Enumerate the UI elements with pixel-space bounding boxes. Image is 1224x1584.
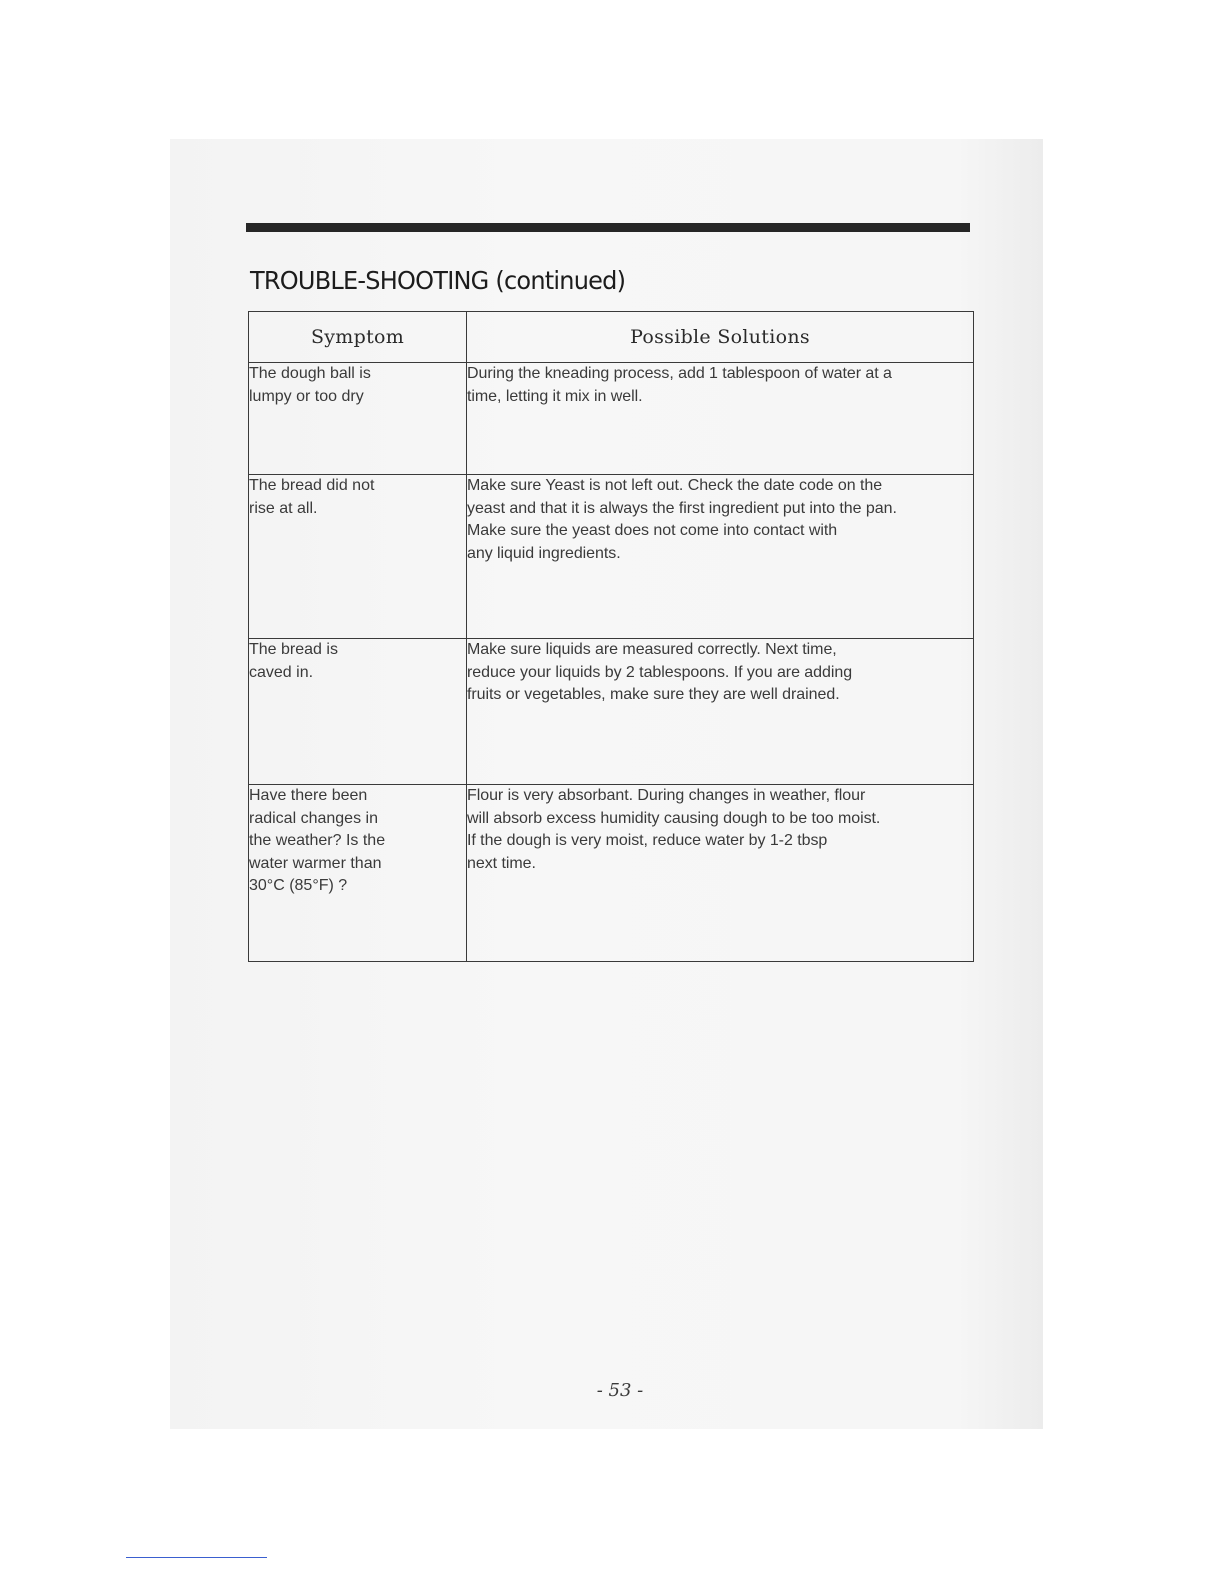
symptom-cell: The dough ball is lumpy or too dry: [249, 363, 467, 475]
table-row: [249, 639, 974, 785]
page-title: TROUBLE-SHOOTING (continued): [250, 266, 626, 295]
symptom-cell: Have there been radical changes in the weather? Is the water warmer than 30°C (85°F) ?: [249, 785, 467, 962]
page-number: - 53 -: [596, 1380, 644, 1401]
table-row: [249, 785, 974, 962]
table-row: [249, 475, 974, 639]
table-header-row: [249, 312, 974, 363]
symptom-cell: The bread did not rise at all.: [249, 475, 467, 639]
solution-cell: Make sure Yeast is not left out. Check the date code on the yeast and that it is always the first ingredient put into the pan. Make sure the yeast does not come into contact with any liquid ingredients.: [467, 475, 974, 639]
bottom-link-underline: [126, 1557, 267, 1558]
troubleshooting-table: [248, 311, 974, 962]
solution-cell: During the kneading process, add 1 tablespoon of water at a time, letting it mix in well.: [467, 363, 974, 475]
symptom-cell: The bread is caved in.: [249, 639, 467, 785]
solution-cell: Flour is very absorbant. During changes in weather, flour will absorb excess humidity causing dough to be too moist. If the dough is very moist, reduce water by 1-2 tbsp next time.: [467, 785, 974, 962]
solutions-header: Possible Solutions: [467, 312, 974, 363]
header-rule: [246, 223, 970, 232]
solution-cell: Make sure liquids are measured correctly. Next time, reduce your liquids by 2 tablespoons. If you are adding fruits or vegetables, make sure they are well drained.: [467, 639, 974, 785]
symptom-header: Symptom: [249, 312, 467, 363]
table-row: [249, 363, 974, 475]
